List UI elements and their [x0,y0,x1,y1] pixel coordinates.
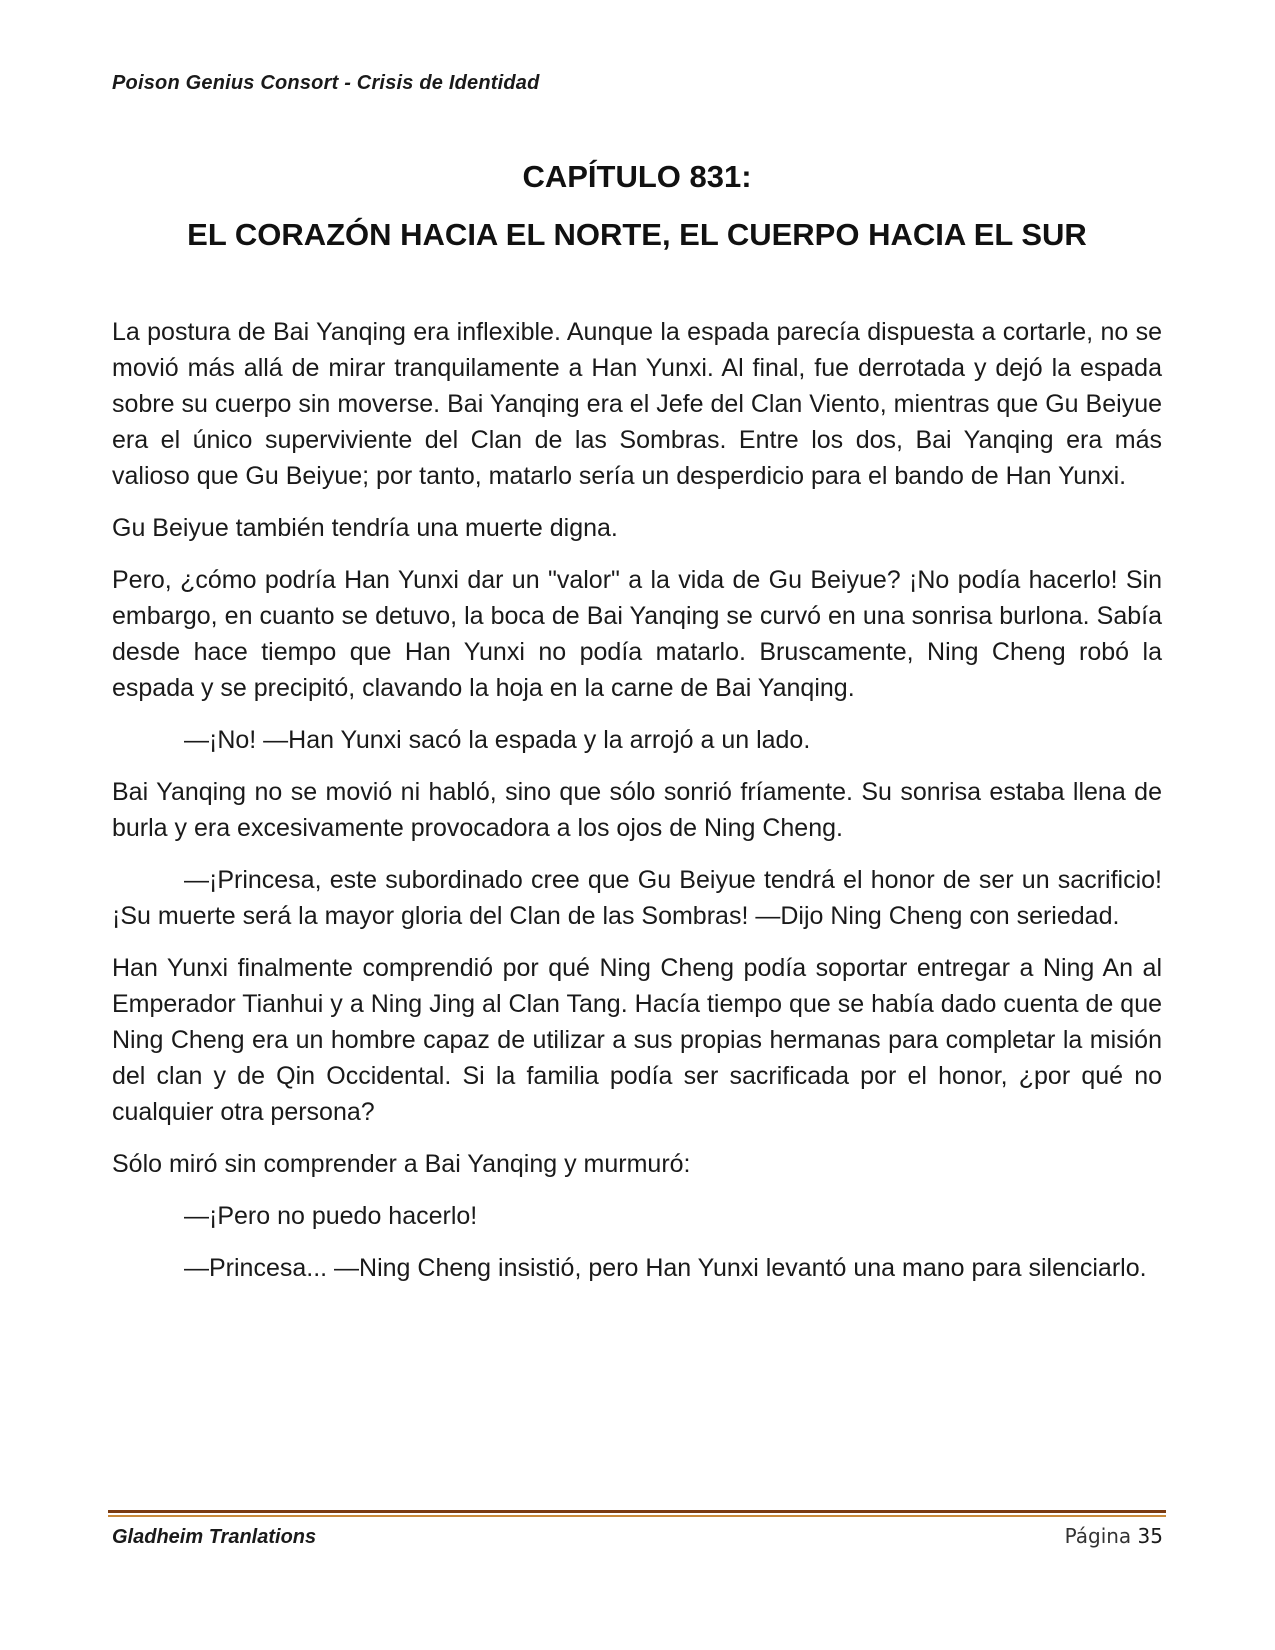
paragraph: Sólo miró sin comprender a Bai Yanqing y murmuró: [112,1150,691,1178]
paragraph: Pero, ¿cómo podría Han Yunxi dar un "valor" a la vida de Gu Beiyue? ¡No podía hacerlo! Sin embargo, en cuanto se detuvo, la boca de Bai Yanqing se curvó en una sonrisa burlona. Sabía desde hace tiempo que Han Yunxi no podía matarlo. Bruscamente, Ning Cheng robó la espada y se precipitó, clavando la hoja en la carne de Bai Yanqing. [112,566,1162,702]
chapter-number: CAPÍTULO 831: [522,159,752,194]
running-header: Poison Genius Consort - Crisis de Identidad [112,72,540,94]
footer-publisher: Gladheim Tranlations [112,1526,317,1548]
footer-divider-light [108,1515,1166,1517]
page-number [1065,1524,1163,1548]
paragraph: Gu Beiyue también tendría una muerte digna. [112,514,618,542]
footer-divider [108,1510,1166,1518]
chapter-name: EL CORAZÓN HACIA EL NORTE, EL CUERPO HACIA EL SUR [187,217,1087,252]
dialogue-paragraph: —¡No! —Han Yunxi sacó la espada y la arrojó a un lado. [184,726,811,754]
paragraph: Han Yunxi finalmente comprendió por qué Ning Cheng podía soportar entregar a Ning An al Emperador Tianhui y a Ning Jing al Clan Tang. Hacía tiempo que se había dado cuenta de que Ning Cheng era un hombre capaz de utilizar a sus propias hermanas para completar la misión del clan y de Qin Occidental. Si la familia podía ser sacrificada por el honor, ¿por qué no cualquier otra persona? [112,954,1162,1126]
page-number-value: 35 [1137,1524,1163,1548]
chapter-body [112,314,1162,1302]
dialogue-paragraph: —¡Pero no puedo hacerlo! [184,1202,478,1230]
paragraph: La postura de Bai Yanqing era inflexible. Aunque la espada parecía dispuesta a cortarle, no se movió más allá de mirar tranquilamente a Han Yunxi. Al final, fue derrotada y dejó la espada sobre su cuerpo sin moverse. Bai Yanqing era el Jefe del Clan Viento, mientras que Gu Beiyue era el único superviviente del Clan de las Sombras. Entre los dos, Bai Yanqing era más valioso que Gu Beiyue; por tanto, matarlo sería un desperdicio para el bando de Han Yunxi. [112,318,1162,490]
dialogue-paragraph: —¡Princesa, este subordinado cree que Gu Beiyue tendrá el honor de ser un sacrificio! ¡Su muerte será la mayor gloria del Clan de las Sombras! —Dijo Ning Cheng con seriedad. [112,866,1162,930]
page-label: Página [1064,1524,1132,1548]
dialogue-paragraph: —Princesa... —Ning Cheng insistió, pero Han Yunxi levantó una mano para silenciarlo. [184,1254,1147,1282]
paragraph: Bai Yanqing no se movió ni habló, sino que sólo sonrió fríamente. Su sonrisa estaba llena de burla y era excesivamente provocadora a los ojos de Ning Cheng. [112,778,1162,842]
chapter-title [112,148,1162,264]
